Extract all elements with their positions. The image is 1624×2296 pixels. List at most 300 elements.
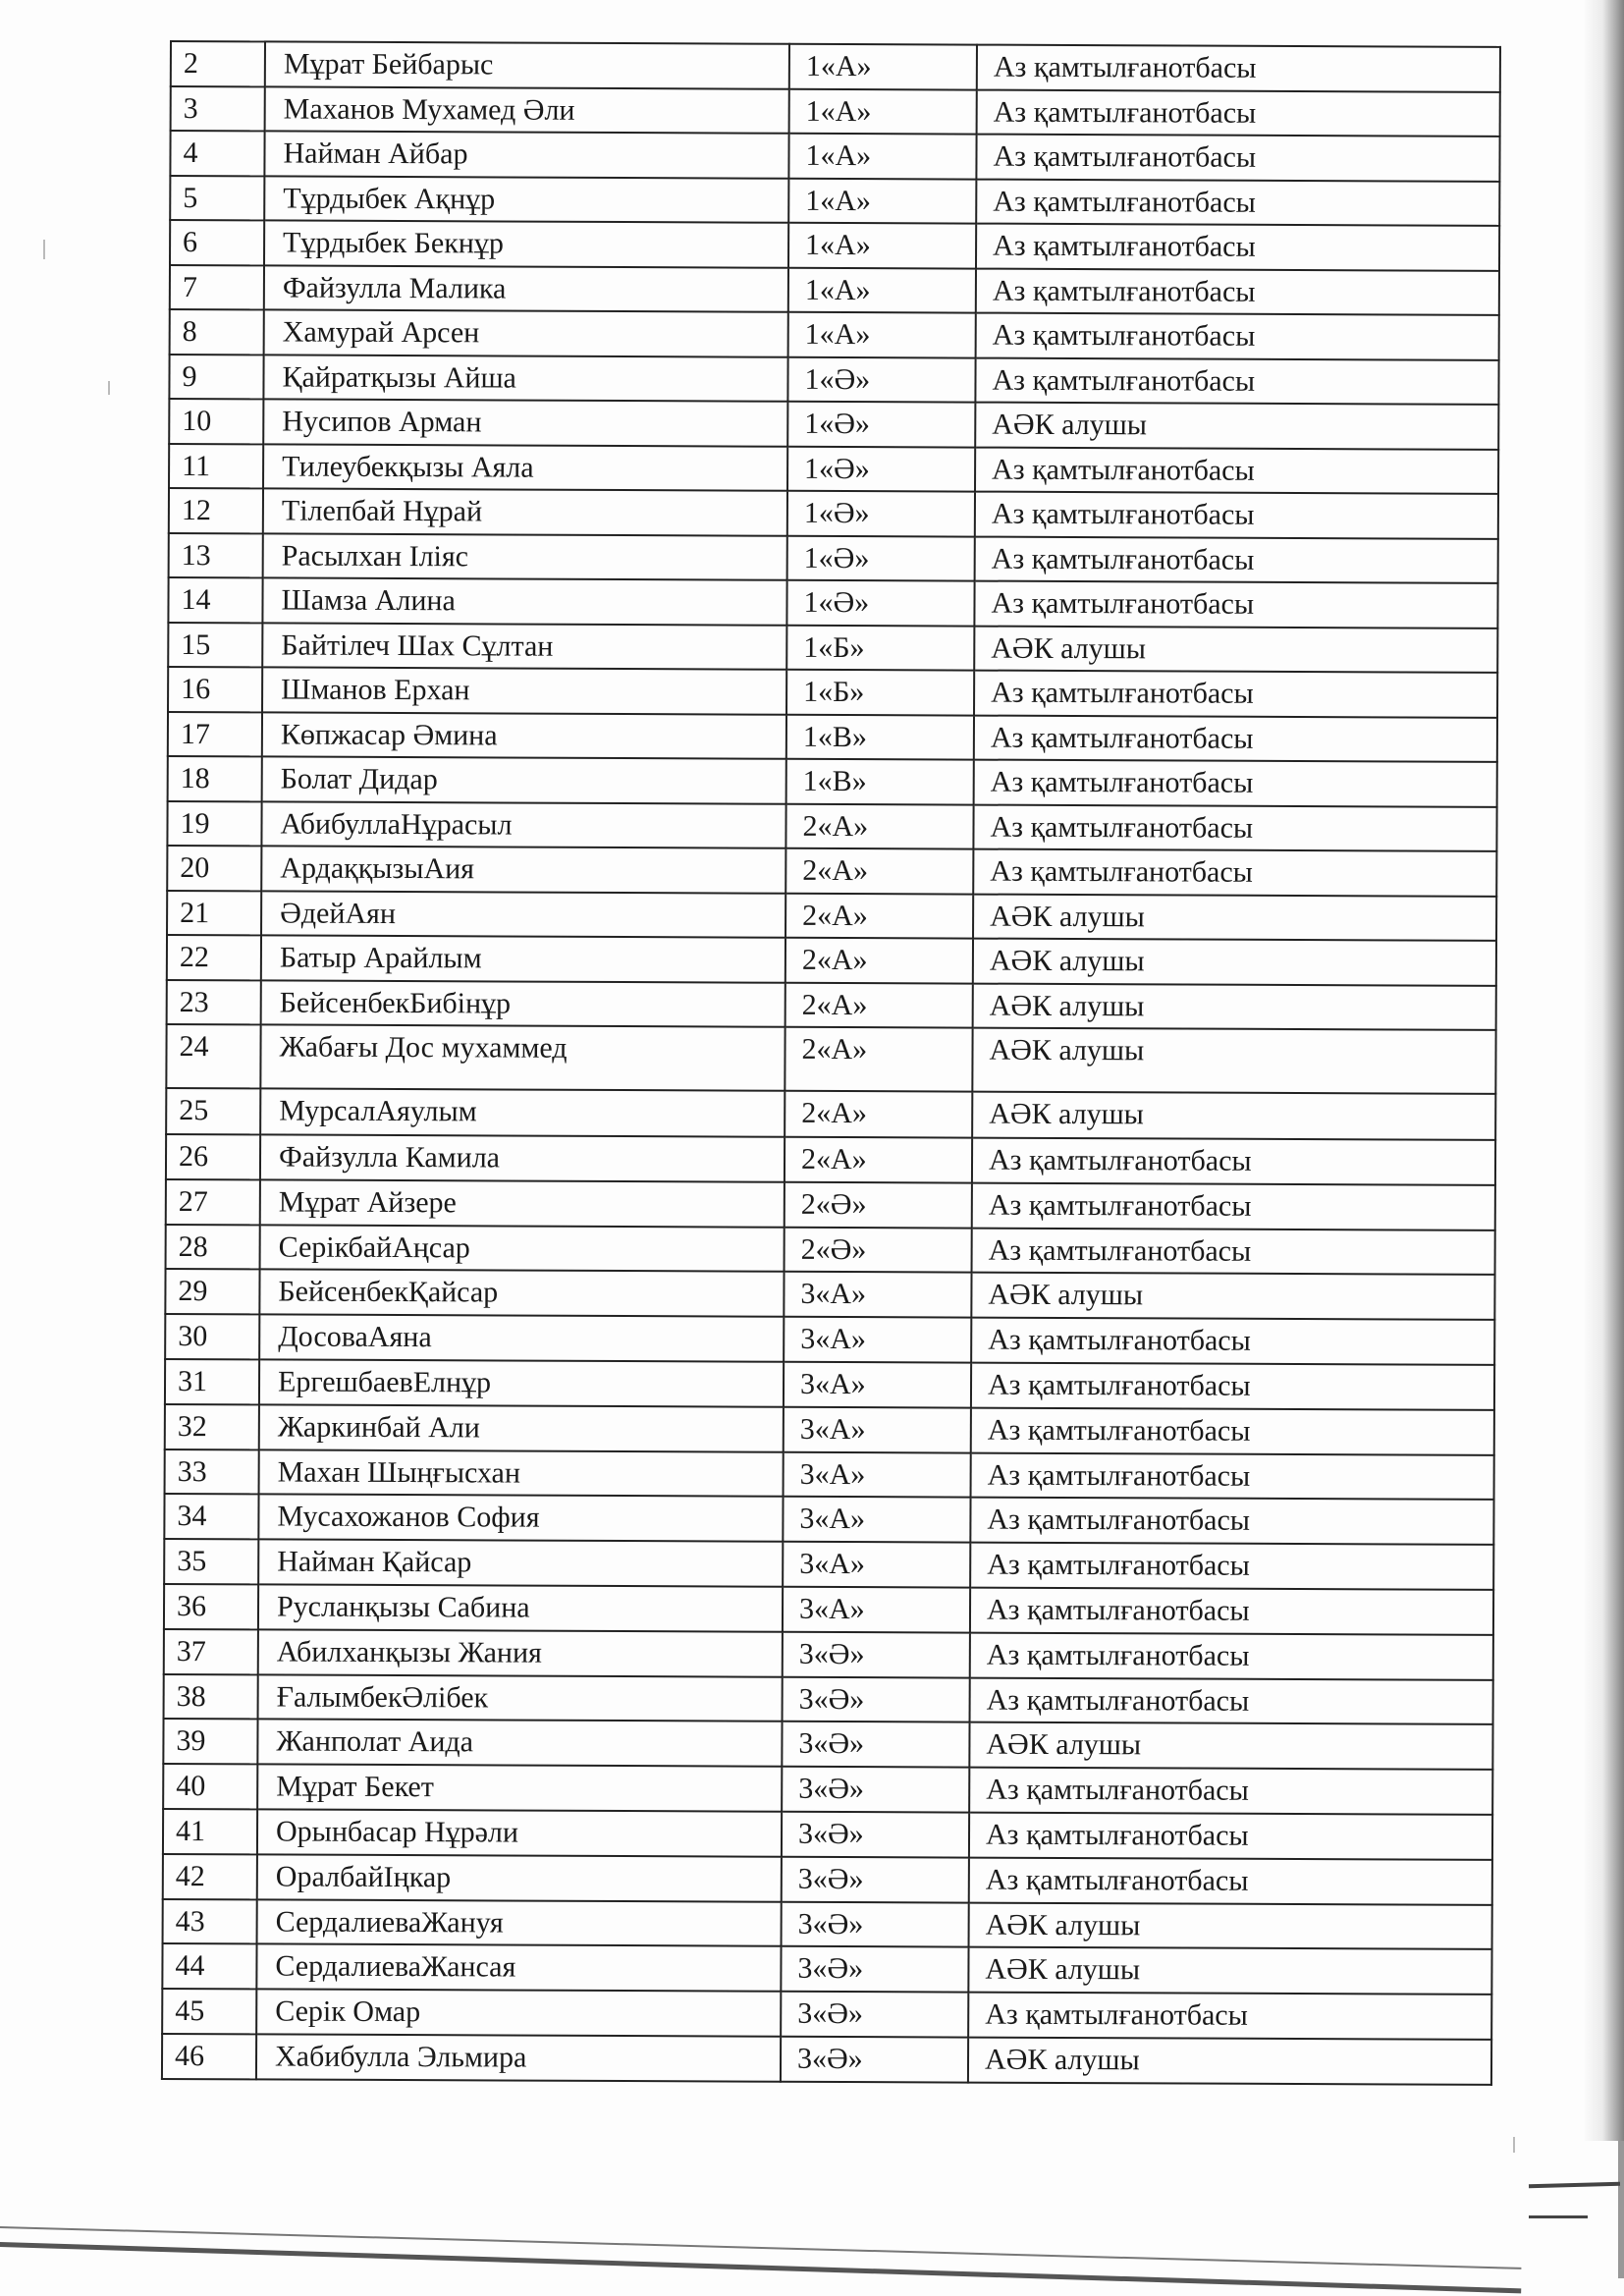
row-number-cell (171, 86, 265, 132)
student-name-cell (257, 1720, 782, 1767)
table-row (167, 800, 1496, 850)
student-name-cell (263, 399, 787, 446)
class-text: 1«Ә» (803, 496, 870, 530)
student-name-text: СердалиеваЖануя (275, 1905, 504, 1940)
class-text: 1«Ә» (803, 585, 870, 620)
row-number-text: 26 (178, 1140, 209, 1174)
student-name-text: Хабибулла Эльмира (274, 2040, 527, 2074)
student-name-text: Тұрдыбек Ақнұр (283, 182, 496, 215)
class-cell (786, 670, 974, 715)
class-text: 2«А» (801, 943, 868, 977)
category-text: Аз қамтылғанотбасы (988, 1323, 1251, 1358)
row-number-text: 23 (179, 985, 209, 1018)
student-name-cell (261, 935, 785, 982)
table-row (165, 1449, 1494, 1501)
row-number-cell (170, 309, 264, 355)
row-number-text: 7 (182, 270, 197, 303)
category-cell (971, 1452, 1494, 1500)
class-cell (785, 803, 973, 848)
table-row (170, 265, 1499, 315)
table-row (163, 1899, 1492, 1950)
class-text: 2«А» (801, 988, 868, 1021)
row-number-text: 8 (182, 315, 197, 349)
student-name-cell (259, 1315, 784, 1362)
student-name-text: Нусипов Арман (282, 405, 482, 439)
row-number-cell (168, 667, 262, 712)
student-name-text: ОралбайІңкар (275, 1860, 452, 1894)
class-text: 3«Ә» (798, 1727, 865, 1761)
table-row (171, 86, 1500, 137)
row-number-cell (163, 1719, 257, 1764)
category-cell (974, 760, 1497, 807)
category-text: АӘК алушы (989, 944, 1145, 978)
class-cell (788, 312, 976, 357)
student-table-container (161, 40, 1499, 2086)
row-number-text: 14 (181, 583, 211, 617)
scan-edge-line-thick (0, 2242, 1521, 2293)
table-row (166, 1088, 1495, 1140)
category-text: Аз қамтылғанотбасы (992, 363, 1256, 398)
category-cell (970, 1543, 1493, 1590)
student-name-text: ЕргешбаевЕлнұр (277, 1365, 492, 1399)
student-name-text: Русланқызы Сабина (276, 1590, 530, 1624)
student-name-cell (263, 533, 787, 580)
table-row (164, 1674, 1493, 1725)
class-text: 3«Ә» (797, 1996, 863, 2031)
student-name-text: Мусахожанов София (277, 1500, 540, 1535)
row-number-text: 31 (177, 1365, 208, 1398)
row-number-text: 6 (183, 226, 198, 259)
category-cell (975, 447, 1498, 494)
class-text: 2«А» (801, 1032, 868, 1066)
class-text: 3«А» (799, 1503, 866, 1536)
class-text: 3«А» (798, 1592, 865, 1626)
class-cell (782, 1812, 969, 1858)
scan-mark (1529, 2215, 1588, 2218)
row-number-text: 19 (180, 806, 210, 840)
table-row (169, 488, 1498, 538)
row-number-cell (164, 1584, 258, 1629)
table-row (170, 176, 1499, 226)
student-name-cell (264, 220, 788, 267)
category-cell (970, 1588, 1493, 1635)
row-number-cell (166, 1134, 260, 1179)
class-cell (788, 134, 976, 179)
class-text: 1«Б» (803, 675, 865, 709)
student-name-cell (263, 355, 787, 402)
row-number-text: 27 (178, 1184, 208, 1218)
class-text: 2«А» (802, 899, 868, 932)
class-cell (783, 1676, 970, 1722)
student-name-text: Болат Дидар (280, 762, 438, 796)
class-text: 1«А» (805, 228, 871, 262)
category-text: Аз қамтылғанотбасы (992, 453, 1255, 487)
category-cell (972, 1138, 1495, 1185)
row-number-text: 22 (179, 941, 209, 974)
category-cell (974, 671, 1497, 718)
category-cell (968, 1947, 1491, 1995)
class-cell (782, 1722, 969, 1768)
table-row (166, 1134, 1495, 1185)
student-name-text: Батыр Арайлым (279, 941, 482, 975)
row-number-cell (169, 532, 263, 577)
row-number-cell (166, 1225, 260, 1270)
category-cell (970, 1677, 1493, 1724)
class-text: 3«А» (799, 1547, 865, 1581)
table-row (168, 577, 1497, 628)
category-cell (971, 1318, 1494, 1365)
row-number-cell (170, 176, 264, 221)
class-text: 1«Ә» (804, 407, 871, 441)
category-text: АӘК алушы (989, 1033, 1145, 1067)
class-cell (784, 1317, 971, 1363)
student-name-cell (259, 1404, 784, 1451)
student-name-cell (265, 41, 789, 88)
row-number-cell (170, 220, 264, 265)
student-name-cell (259, 1270, 784, 1317)
student-name-cell (256, 2034, 781, 2081)
class-cell (781, 1992, 968, 2038)
scan-speck (108, 381, 110, 395)
class-text: 3«Ә» (796, 2042, 863, 2076)
row-number-cell (166, 1179, 260, 1225)
table-row (165, 1359, 1494, 1410)
row-number-text: 39 (176, 1724, 206, 1758)
class-cell (787, 491, 975, 536)
student-name-text: Тилеубекқызы Аяла (282, 450, 534, 484)
class-cell (785, 1137, 972, 1183)
category-cell (970, 1632, 1493, 1679)
row-number-cell (167, 800, 261, 846)
row-number-cell (163, 1764, 257, 1809)
student-name-cell (258, 1584, 783, 1631)
table-row (169, 399, 1498, 449)
class-text: 1«А» (804, 273, 871, 306)
category-cell (974, 581, 1497, 629)
row-number-text: 45 (175, 1995, 205, 2028)
student-name-cell (256, 1944, 781, 1992)
page-edge-shadow-lower (1618, 2141, 1624, 2278)
category-cell (976, 135, 1499, 182)
row-number-cell (166, 1024, 260, 1088)
category-cell (972, 1092, 1495, 1140)
category-text: Аз қамтылғанотбасы (988, 1233, 1252, 1268)
category-cell (973, 849, 1496, 897)
row-number-text: 24 (179, 1030, 209, 1064)
row-number-cell (165, 1449, 259, 1495)
class-text: 1«Б» (803, 630, 865, 664)
table-row (167, 935, 1496, 985)
class-cell (784, 1272, 971, 1318)
row-number-text: 46 (174, 2039, 205, 2073)
category-cell (969, 1768, 1492, 1815)
student-name-text: СерікбайАңсар (278, 1230, 470, 1264)
category-text: АӘК алушы (991, 631, 1147, 665)
row-number-cell (169, 444, 263, 489)
student-name-cell (260, 1225, 785, 1272)
row-number-text: 12 (181, 494, 211, 527)
row-number-text: 17 (180, 717, 210, 750)
class-cell (785, 1182, 972, 1229)
table-row (169, 444, 1498, 494)
student-name-text: Найман Айбар (283, 137, 468, 171)
class-text: 1«В» (802, 764, 867, 798)
student-table-body (162, 41, 1500, 2085)
student-name-cell (262, 577, 786, 625)
table-row (170, 220, 1499, 270)
category-text: Аз қамтылғанотбасы (988, 1188, 1252, 1223)
class-cell (787, 402, 975, 447)
category-cell (971, 1363, 1494, 1410)
row-number-text: 20 (180, 851, 210, 885)
table-row (170, 309, 1499, 359)
class-text: 2«А» (802, 853, 869, 888)
class-cell (785, 982, 973, 1027)
student-name-text: Мұрат Бейбарыс (283, 47, 494, 82)
student-name-text: БейсенбекБибінұр (279, 985, 512, 1020)
student-name-text: Тұрдыбек Бекнұр (283, 226, 504, 260)
row-number-text: 30 (178, 1320, 208, 1353)
student-name-text: Қайратқызы Айша (282, 360, 516, 395)
category-text: Аз қамтылғанотбасы (990, 765, 1254, 799)
class-text: 3«Ә» (798, 1637, 865, 1670)
table-row (169, 532, 1498, 582)
student-name-text: ДосоваАяна (278, 1320, 432, 1354)
row-number-text: 37 (176, 1634, 206, 1667)
student-name-text: Жаркинбай Али (277, 1410, 480, 1445)
student-name-text: Байтілеч Шах Сұлтан (281, 629, 554, 663)
student-name-text: Хамурай Арсен (282, 315, 480, 350)
student-name-text: Шамза Алина (281, 583, 456, 618)
class-cell (783, 1497, 970, 1543)
student-name-cell (261, 891, 785, 938)
class-text: 3«Ә» (797, 1952, 864, 1986)
student-name-cell (262, 667, 786, 714)
row-number-cell (162, 2034, 256, 2079)
category-text: Аз қамтылғанотбасы (992, 274, 1256, 308)
student-name-text: Орынбасар Нұрәли (275, 1815, 519, 1849)
category-text: Аз қамтылғанотбасы (986, 1593, 1250, 1627)
category-cell (975, 357, 1498, 405)
student-name-cell (263, 488, 787, 535)
category-text: Аз қамтылғанотбасы (986, 1683, 1250, 1718)
category-text: АӘК алушы (986, 1728, 1142, 1762)
class-cell (785, 893, 973, 938)
student-name-cell (257, 1854, 782, 1901)
student-name-cell (258, 1540, 783, 1587)
category-text: Аз қамтылғанотбасы (991, 586, 1255, 621)
class-cell (787, 446, 975, 491)
class-cell (788, 223, 976, 268)
class-cell (788, 178, 976, 223)
category-cell (975, 492, 1498, 539)
class-text: 3«Ә» (797, 1862, 864, 1895)
table-row (163, 1719, 1492, 1770)
row-number-cell (164, 1674, 258, 1720)
class-text: 3«А» (800, 1323, 866, 1356)
row-number-text: 28 (178, 1230, 208, 1263)
class-text: 3«Ә» (798, 1682, 865, 1716)
row-number-cell (163, 1899, 257, 1944)
student-name-cell (259, 1359, 784, 1406)
row-number-cell (162, 1943, 256, 1989)
class-text: 2«Ә» (800, 1232, 867, 1266)
row-number-text: 43 (175, 1904, 205, 1938)
student-name-cell (264, 131, 788, 178)
category-text: АӘК алушы (985, 1908, 1141, 1941)
student-name-cell (259, 1449, 784, 1497)
category-cell (969, 1902, 1492, 1949)
table-row (165, 1269, 1494, 1320)
class-cell (782, 1767, 969, 1813)
row-number-cell (169, 355, 263, 400)
category-text: Аз қамтылғанотбасы (985, 1863, 1249, 1897)
student-name-cell (265, 86, 789, 134)
row-number-cell (170, 265, 264, 310)
row-number-cell (164, 1539, 258, 1584)
student-name-cell (264, 309, 788, 356)
row-number-cell (165, 1359, 259, 1404)
student-name-text: ҒалымбекӘлібек (276, 1680, 489, 1714)
category-cell (972, 1028, 1495, 1094)
student-name-text: Файзулла Малика (282, 271, 507, 304)
row-number-text: 11 (182, 449, 211, 482)
scan-speck (1513, 2137, 1515, 2153)
student-name-cell (256, 1990, 781, 2037)
student-name-text: АрдаққызыАия (280, 851, 475, 886)
table-row (164, 1629, 1493, 1680)
category-text: АӘК алушы (992, 408, 1148, 442)
row-number-text: 10 (182, 405, 212, 438)
class-cell (781, 2037, 968, 2083)
student-name-text: МурсалАяулым (279, 1094, 477, 1128)
category-cell (974, 626, 1497, 673)
row-number-cell (163, 1809, 257, 1854)
category-text: Аз қамтылғанотбасы (985, 1818, 1249, 1852)
class-cell (787, 535, 975, 580)
row-number-text: 32 (177, 1409, 207, 1443)
class-text: 1«В» (802, 720, 868, 753)
student-name-cell (262, 756, 786, 803)
category-text: АӘК алушы (988, 1279, 1144, 1312)
category-cell (969, 1857, 1492, 1904)
category-cell (977, 89, 1500, 137)
row-number-cell (167, 979, 261, 1024)
class-text: 3«А» (800, 1278, 867, 1311)
student-name-text: Жабағы Дос мухаммед (279, 1030, 568, 1065)
category-cell (975, 536, 1498, 583)
student-name-cell (261, 846, 785, 893)
table-row (163, 1809, 1492, 1860)
table-row (168, 711, 1497, 761)
category-cell (976, 268, 1499, 315)
class-cell (786, 759, 974, 804)
category-text: Аз қамтылғанотбасы (985, 1997, 1248, 2032)
category-text: Аз қамтылғанотбасы (992, 318, 1256, 353)
class-text: 3«А» (799, 1457, 866, 1491)
scan-speck (43, 240, 45, 259)
table-row (166, 1179, 1495, 1230)
row-number-cell (167, 935, 261, 980)
category-text: Аз қамтылғанотбасы (991, 542, 1255, 576)
row-number-text: 44 (175, 1949, 205, 1983)
row-number-text: 15 (181, 628, 211, 661)
class-text: 2«Ә» (800, 1187, 867, 1221)
student-name-cell (258, 1674, 783, 1722)
row-number-text: 38 (176, 1679, 206, 1713)
category-cell (971, 1407, 1494, 1454)
table-row (162, 2034, 1491, 2085)
category-cell (969, 1813, 1492, 1860)
row-number-text: 2 (183, 47, 198, 81)
class-cell (785, 938, 973, 983)
student-name-text: Шманов Ерхан (281, 673, 470, 707)
category-text: Аз қамтылғанотбасы (986, 1773, 1249, 1807)
category-cell (974, 715, 1497, 762)
class-cell (788, 267, 976, 312)
table-row (162, 1943, 1491, 1995)
student-name-cell (257, 1765, 782, 1812)
category-cell (975, 403, 1498, 450)
class-cell (784, 1451, 971, 1498)
class-cell (786, 580, 974, 626)
student-name-cell (264, 265, 788, 312)
student-name-text: Расылхан Іліяс (281, 539, 469, 573)
class-cell (781, 1946, 968, 1993)
class-text: 3«Ә» (797, 1817, 864, 1851)
row-number-cell (165, 1269, 259, 1314)
category-text: АӘК алушы (989, 989, 1145, 1022)
student-name-cell (260, 1024, 785, 1090)
row-number-cell (170, 131, 264, 176)
class-cell (783, 1542, 970, 1588)
student-name-text: Маханов Мухамед Әли (283, 92, 575, 127)
row-number-text: 29 (178, 1275, 208, 1308)
category-text: Аз қамтылғанотбасы (991, 497, 1255, 531)
class-cell (785, 848, 973, 894)
table-row (170, 131, 1499, 181)
row-number-text: 25 (179, 1094, 209, 1127)
class-text: 3«А» (799, 1412, 866, 1446)
class-cell (786, 714, 974, 759)
row-number-cell (168, 622, 262, 667)
category-text: АӘК алушы (989, 1097, 1144, 1131)
class-text: 2«А» (800, 1142, 867, 1176)
student-name-text: Махан Шыңғысхан (277, 1455, 521, 1490)
class-text: 1«А» (804, 317, 871, 352)
row-number-cell (167, 890, 261, 935)
student-name-cell (262, 712, 786, 759)
student-name-text: АбибуллаНұрасыл (280, 806, 513, 842)
table-row (165, 1404, 1494, 1455)
category-text: АӘК алушы (984, 2043, 1140, 2077)
student-name-text: Көпжасар Әмина (280, 717, 498, 751)
category-cell (968, 1993, 1491, 2040)
class-cell (782, 1901, 969, 1947)
row-number-text: 36 (176, 1590, 207, 1623)
scan-mark (1529, 2182, 1620, 2188)
row-number-text: 42 (175, 1859, 205, 1892)
category-text: Аз қамтылғанотбасы (986, 1638, 1250, 1672)
table-row (162, 1989, 1491, 2040)
category-text: Аз қамтылғанотбасы (990, 810, 1254, 845)
row-number-cell (165, 1404, 259, 1449)
table-row (166, 1024, 1495, 1094)
table-row (164, 1494, 1493, 1545)
category-text: Аз қамтылғанотбасы (988, 1143, 1252, 1177)
category-cell (968, 2038, 1491, 2085)
row-number-text: 9 (182, 359, 197, 393)
